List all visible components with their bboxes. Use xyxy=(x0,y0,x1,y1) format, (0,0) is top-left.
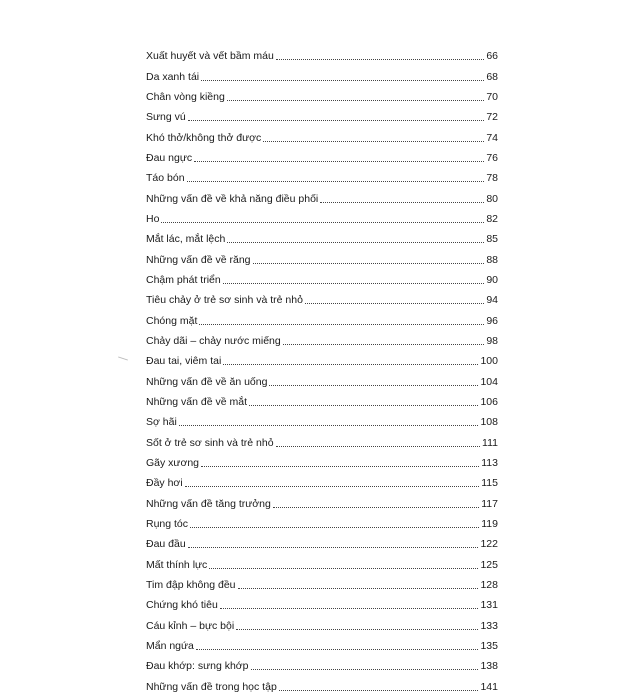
toc-entry xyxy=(146,408,498,428)
toc-entry-title: Tim đập không đều xyxy=(146,578,236,591)
toc-entry xyxy=(146,550,498,570)
toc-entry xyxy=(146,103,498,123)
dot-leader xyxy=(273,507,479,508)
toc-entry xyxy=(146,347,498,367)
toc-entry xyxy=(146,449,498,469)
dot-leader xyxy=(236,629,478,630)
dot-leader xyxy=(188,120,485,121)
dot-leader xyxy=(185,486,480,487)
toc-entry-page: 80 xyxy=(486,192,498,205)
dot-leader xyxy=(227,100,485,101)
toc-entry-page: 85 xyxy=(486,233,498,246)
dot-leader xyxy=(209,568,478,569)
toc-entry xyxy=(146,184,498,204)
toc-entry xyxy=(146,571,498,591)
toc-entry-page: 111 xyxy=(482,436,498,449)
toc-entry-page: 115 xyxy=(481,477,498,490)
dot-leader xyxy=(249,405,478,406)
dot-leader xyxy=(227,242,484,243)
toc-entry xyxy=(146,510,498,530)
toc-entry xyxy=(146,388,498,408)
dot-leader xyxy=(305,303,484,304)
dot-leader xyxy=(187,181,485,182)
toc-entry-page: 119 xyxy=(481,517,498,530)
toc-entry xyxy=(146,489,498,509)
toc-entry xyxy=(146,367,498,387)
dot-leader xyxy=(199,324,484,325)
toc-entry-page: 96 xyxy=(486,314,498,327)
dot-leader xyxy=(238,588,479,589)
toc-entry-page: 113 xyxy=(481,456,498,469)
dot-leader xyxy=(269,385,478,386)
toc-entry-page: 98 xyxy=(486,334,498,347)
toc-entry xyxy=(146,591,498,611)
toc-entry xyxy=(146,652,498,672)
toc-entry xyxy=(146,205,498,225)
toc-entry-title: Mẩn ngứa xyxy=(146,639,194,652)
toc-entry-title: Những vấn đề tăng trưởng xyxy=(146,497,271,510)
toc-entry xyxy=(146,306,498,326)
dot-leader xyxy=(279,690,479,691)
dot-leader xyxy=(161,222,484,223)
toc-entry-title: Da xanh tái xyxy=(146,70,200,83)
dot-leader xyxy=(179,425,479,426)
dot-leader xyxy=(220,608,479,609)
dot-leader xyxy=(263,141,484,142)
toc-entry xyxy=(146,164,498,184)
toc-entry-title: Sốt ở trẻ sơ sinh và trẻ nhỏ xyxy=(146,436,274,449)
toc-entry-title: Tiêu chảy ở trẻ sơ sinh và trẻ nhỏ xyxy=(146,294,303,307)
toc-entry xyxy=(146,611,498,631)
toc-entry-title: Khó thở/không thở được xyxy=(146,131,262,144)
toc-entry-page: 104 xyxy=(480,375,498,388)
dot-leader xyxy=(223,283,485,284)
dot-leader xyxy=(190,527,479,528)
toc-entry-page: 78 xyxy=(486,172,498,185)
toc-entry-page: 106 xyxy=(480,395,498,408)
toc-entry-title: Chứng khó tiêu xyxy=(146,599,218,612)
toc-entry xyxy=(146,123,498,143)
toc-entry-title: Chảy dãi – chảy nước miếng xyxy=(146,334,281,347)
paper-speck xyxy=(118,356,128,360)
toc-entry-page: 74 xyxy=(486,131,498,144)
toc-entry xyxy=(146,42,498,62)
dot-leader xyxy=(201,466,479,467)
dot-leader xyxy=(223,364,478,365)
toc-entry xyxy=(146,327,498,347)
toc-entry-page: 138 xyxy=(480,660,498,673)
toc-entry xyxy=(146,530,498,550)
toc-entry-page: 100 xyxy=(480,355,498,368)
toc-entry-page: 94 xyxy=(486,294,498,307)
dot-leader xyxy=(276,59,484,60)
toc-entry-title: Chậm phát triển xyxy=(146,273,221,286)
toc-entry-page: 82 xyxy=(486,212,498,225)
toc-entry-page: 125 xyxy=(480,558,498,571)
toc-entry-title: Sưng vú xyxy=(146,111,186,124)
table-of-contents xyxy=(146,42,498,693)
toc-entry-page: 68 xyxy=(486,70,498,83)
toc-entry-title: Mất thính lực xyxy=(146,558,208,571)
toc-entry-title: Xuất huyết và vết bầm máu xyxy=(146,50,274,63)
toc-entry-page: 70 xyxy=(486,90,498,103)
toc-entry-page: 88 xyxy=(486,253,498,266)
toc-entry xyxy=(146,225,498,245)
toc-entry-title: Đau ngực xyxy=(146,151,193,164)
toc-entry-page: 117 xyxy=(481,497,498,510)
toc-entry-title: Mắt lác, mắt lệch xyxy=(146,233,226,246)
toc-entry xyxy=(146,672,498,692)
toc-entry-page: 66 xyxy=(486,50,498,63)
toc-entry xyxy=(146,428,498,448)
toc-entry-title: Chóng mặt xyxy=(146,314,198,327)
dot-leader xyxy=(253,263,485,264)
toc-entry-title: Ho xyxy=(146,212,160,225)
toc-entry-page: 128 xyxy=(480,578,498,591)
toc-entry-title: Đầy hơi xyxy=(146,477,183,490)
toc-entry xyxy=(146,469,498,489)
dot-leader xyxy=(251,669,479,670)
toc-entry-title: Những vấn đề về mắt xyxy=(146,395,248,408)
toc-entry xyxy=(146,632,498,652)
toc-entry-page: 90 xyxy=(486,273,498,286)
toc-entry-page: 141 xyxy=(480,680,498,693)
dot-leader xyxy=(188,547,479,548)
toc-entry-page: 131 xyxy=(480,599,498,612)
toc-entry-page: 122 xyxy=(480,538,498,551)
toc-entry-page: 72 xyxy=(486,111,498,124)
toc-entry-title: Cáu kỉnh – bực bội xyxy=(146,619,235,632)
toc-entry-title: Táo bón xyxy=(146,172,185,185)
dot-leader xyxy=(276,446,480,447)
toc-entry-title: Những vấn đề về ăn uống xyxy=(146,375,268,388)
toc-entry-title: Những vấn đề về răng xyxy=(146,253,251,266)
toc-entry-title: Sợ hãi xyxy=(146,416,177,429)
toc-entry xyxy=(146,83,498,103)
dot-leader xyxy=(201,80,484,81)
toc-entry xyxy=(146,286,498,306)
toc-entry-title: Những vấn đề trong học tập xyxy=(146,680,277,693)
toc-entry-title: Chân vòng kiềng xyxy=(146,90,225,103)
dot-leader xyxy=(196,649,479,650)
toc-entry xyxy=(146,144,498,164)
toc-entry-title: Gãy xương xyxy=(146,456,200,469)
toc-entry-title: Những vấn đề về khả năng điều phối xyxy=(146,192,319,205)
toc-entry-title: Rụng tóc xyxy=(146,517,189,530)
toc-entry-page: 133 xyxy=(480,619,498,632)
toc-entry-page: 76 xyxy=(486,151,498,164)
dot-leader xyxy=(283,344,485,345)
toc-entry-page: 108 xyxy=(480,416,498,429)
toc-entry-page: 135 xyxy=(480,639,498,652)
toc-entry xyxy=(146,62,498,82)
dot-leader xyxy=(320,202,484,203)
toc-entry-title: Đau đầu xyxy=(146,538,186,551)
dot-leader xyxy=(194,161,484,162)
toc-entry xyxy=(146,266,498,286)
toc-entry-title: Đau tai, viêm tai xyxy=(146,355,222,368)
toc-entry-title: Đau khớp: sưng khớp xyxy=(146,660,249,673)
toc-entry xyxy=(146,245,498,265)
